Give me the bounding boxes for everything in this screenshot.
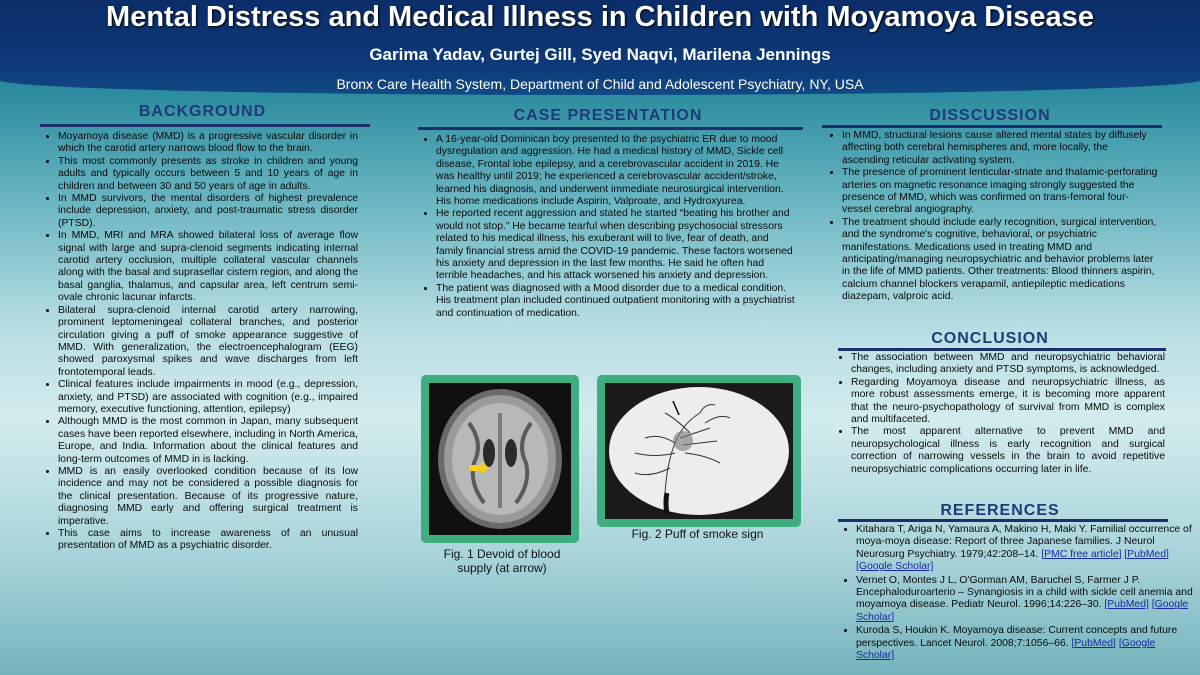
reference-item bbox=[856, 524, 1195, 574]
references-section bbox=[840, 524, 1195, 663]
case-rule bbox=[418, 127, 803, 130]
conclusion-item: • Regarding Moyamoya disease and neuropsychiatric illness, as more robust assessments emerge, it is becoming more apparent that the neuro-psychopathology of survival from MMD is complex and multifaceted. bbox=[851, 377, 1165, 427]
background-item: • Clinical features include impairments in mood (e.g., depression, anxiety, and PTSD) are associated with cognition (e.g., impaired memory, executive functioning, attention, epilepsy) bbox=[58, 379, 358, 416]
poster-authors: Garima Yadav, Gurtej Gill, Syed Naqvi, Marilena Jennings bbox=[369, 45, 831, 64]
angiogram-illustration bbox=[605, 383, 793, 519]
figure-2-angiogram-image bbox=[605, 383, 793, 519]
reference-link-scholar[interactable]: [Google Scholar] bbox=[856, 599, 1189, 623]
reference-link-pubmed[interactable]: [PubMed] bbox=[1124, 548, 1169, 560]
reference-text: Kuroda S, Houkin K. Moyamoya disease: Current concepts and future perspectives. Lancet Neurol. 2008;7:1056–66. bbox=[856, 625, 1178, 649]
background-rule bbox=[40, 124, 370, 127]
figure-1-caption: Fig. 1 Devoid of blood supply (at arrow) bbox=[443, 547, 561, 575]
reference-link-scholar[interactable]: [Google Scholar] bbox=[856, 637, 1156, 662]
reference-link-scholar[interactable]: [Google Scholar] bbox=[856, 561, 934, 573]
discussion-item: • The presence of prominent lenticular-striate and thalamic-perforating arteries on magnetic resonance imaging strongly suggested the presence of MMD, which was confirmed on trans-femoral four-vessel cerebral angiography. bbox=[842, 167, 1158, 217]
reference-text: Kitahara T, Ariga N, Yamaura A, Makino H, Maki Y. Familial occurrence of moya-moya disease: Report of three Japanese families. J Neurol Neurosurg Psychiatry. 1979;42:208–14. bbox=[856, 524, 1192, 560]
conclusion-section bbox=[835, 352, 1165, 476]
background-item: • Moyamoya disease (MMD) is a progressive vascular disorder in which the carotid artery narrows blood flow to the brain. bbox=[58, 131, 358, 156]
case-item: • A 16-year-old Dominican boy presented to the psychiatric ER due to mood dysregulation and aggression. He had a medical history of MMD, Sickle cell disease, Frontal lobe epilepsy, and a cerebrovascular accident in 2019. He was healthy until 2019; he experienced a cerebrovascular accident/stroke, learned his diagnosis, and underwent immediate neurosurgical intervention. His home medications include Aspirin, Valproate, and Hydroxyurea. bbox=[436, 134, 798, 208]
discussion-item: • The treatment should include early recognition, surgical intervention, and the syndrome's cognitive, behavioral, or psychiatric manifestations. Medications used in treating MMD and anticipating/managing neuropsychiatric and behavior problems later in the life of MMD patients. Other treatments: Blood thinners aspirin, calcium channel blockers verapamil, antiepileptic medications diazepam, valproic acid. bbox=[842, 217, 1158, 304]
case-item: • The patient was diagnosed with a Mood disorder due to a medical condition. His treatment plan included continued outpatient monitoring with a psychiatrist and continuation of medication. bbox=[436, 283, 798, 320]
background-item: • MMD is an easily overlooked condition because of its low incidence and may not be considered a possible diagnosis for the clinical presentation. Because of its progressive nature, diagnosing MMD early and offering surgical treatment is imperative. bbox=[58, 466, 358, 528]
poster-affiliation: Bronx Care Health System, Department of Child and Adolescent Psychiatry, NY, USA bbox=[336, 76, 864, 92]
figure-1-mri-image bbox=[429, 383, 571, 535]
figure-2-frame bbox=[597, 375, 801, 527]
conclusion-item: • The association between MMD and neuropsychiatric behavioral changes, including anxiety and PTSD symptoms, is acknowledged. bbox=[851, 352, 1165, 377]
background-section bbox=[42, 131, 358, 553]
reference-link-pubmed[interactable]: [PubMed] bbox=[1071, 637, 1116, 649]
background-item: • Although MMD is the most common in Japan, many subsequent cases have been reported elsewhere, including in North America, Europe, and India. Information about the clinical features and long-term outcomes of MMD in is lacking. bbox=[58, 416, 358, 466]
background-title: BACKGROUND bbox=[138, 103, 267, 120]
figure-2-caption: Fig. 2 Puff of smoke sign bbox=[631, 527, 764, 541]
reference-item bbox=[856, 575, 1195, 625]
background-item: • This most commonly presents as stroke in children and young adults and typically occurs between 5 and 10 years of age in children and between 30 and 50 years of age in adults. bbox=[58, 156, 358, 193]
reference-link-pmc[interactable]: [PMC free article] bbox=[1041, 548, 1122, 560]
conclusion-item: • The most apparent alternative to prevent MMD and neuropsychological illness is early recognition and surgical correction of narrowing vessels in the brain to avoid repetitive neuropsychiatric complications occurring later in life. bbox=[851, 426, 1165, 476]
reference-text: Vernet O, Montes J L, O'Gorman AM, Baruchel S, Farmer J P. Encephaloduroarterio – Synangiosis in a child with sickle cell anemia and moyamoya disease. Pediatr Neurol. 1996;14:226–30. bbox=[856, 574, 1193, 611]
figure-1-frame bbox=[421, 375, 579, 543]
case-item: • He reported recent aggression and stated he started “beating his brother and would not stop.” He became tearful when describing psychosocial stressors related to his medical illness, his exuberant will to live, fear of death, and family financial stress amid the COVID-19 pandemic. These factors worsened his anxiety and depression in the last few months. He said he often had terrible headaches, and his attack worsened his anxiety and depression. bbox=[436, 208, 798, 282]
case-title: CASE PRESENTATION bbox=[513, 107, 703, 124]
background-item: • In MMD survivors, the mental disorders of highest prevalence include depression, anxiety, and post-traumatic stress disorder (PTSD). bbox=[58, 193, 358, 230]
references-rule bbox=[838, 519, 1168, 522]
discussion-item: • In MMD, structural lesions cause altered mental states by diffusely affecting both cerebral hemispheres and, more locally, the ascending reticular activating system. bbox=[842, 130, 1158, 167]
reference-link-pubmed[interactable]: [PubMed] bbox=[1104, 599, 1149, 611]
conclusion-rule bbox=[838, 348, 1166, 351]
discussion-rule bbox=[822, 125, 1162, 128]
conclusion-title: CONCLUSION bbox=[931, 330, 1049, 347]
references-title: REFERENCES bbox=[940, 502, 1060, 519]
reference-item bbox=[856, 625, 1195, 662]
mri-brain-illustration bbox=[429, 383, 571, 535]
discussion-section bbox=[826, 130, 1158, 304]
discussion-title: DISSCUSSION bbox=[929, 107, 1051, 124]
background-item: • This case aims to increase awareness of an unusual presentation of MMD as a psychiatric disorder. bbox=[58, 528, 358, 553]
background-item: • In MMD, MRI and MRA showed bilateral loss of average flow signal with large and supra-clenoid segments indicating internal carotid artery occlusion, multiple collateral vascular channels along with the basal and suprasellar cistern region, and along the basal ganglia, thalamus, and capsular area, left centrum semi-ovale chronic lacunar infarcts. bbox=[58, 230, 358, 304]
case-section bbox=[420, 134, 798, 320]
poster-title: Mental Distress and Medical Illness in Children with Moyamoya Disease bbox=[106, 1, 1094, 33]
background-item: • Bilateral supra-clenoid internal carotid artery narrowing, prominent leptomeningeal collateral branches, and posterior circulation giving a puff of smoke appearance suggestive of MMD. With generalization, the electroencephalogram (EEG) showed paroxysmal spikes and wave discharges from left frontotemporal leads. bbox=[58, 305, 358, 379]
